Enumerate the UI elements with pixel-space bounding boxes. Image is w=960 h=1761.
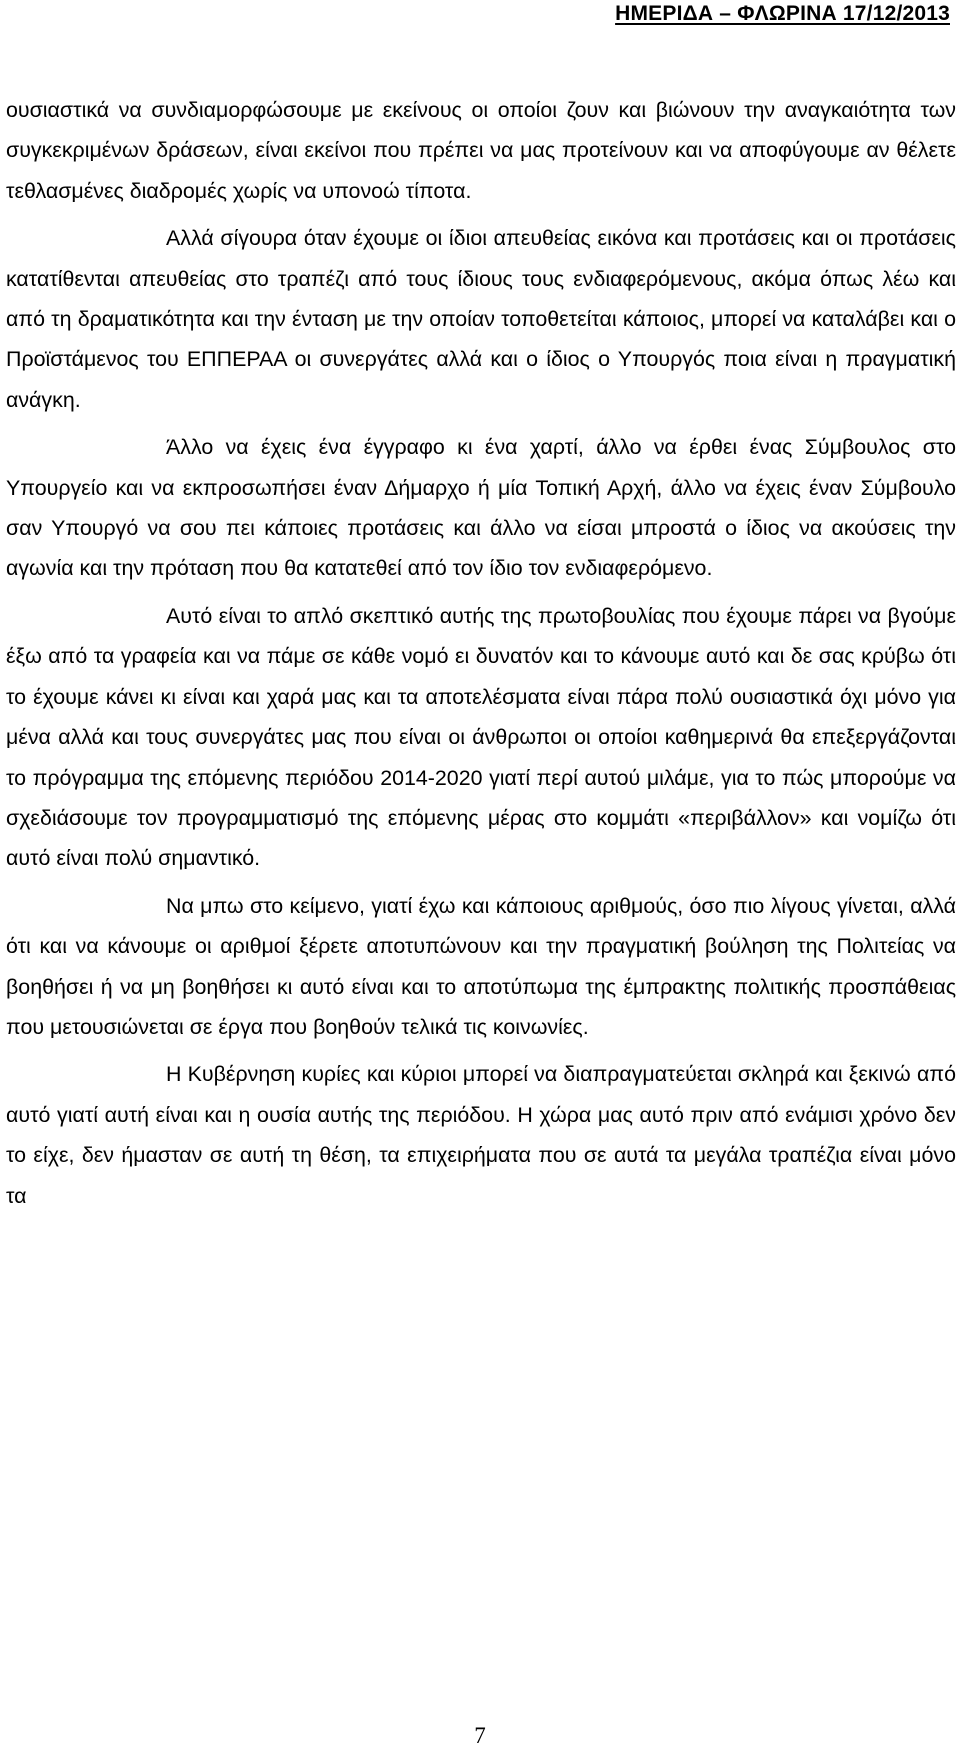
running-header-title: ΗΜΕΡΙΔΑ – ΦΛΩΡΙΝΑ 17/12/2013 [615,2,950,25]
paragraph: Άλλο να έχεις ένα έγγραφο κι ένα χαρτί, άλλο να έρθει ένας Σύμβουλος στο Υπουργείο και να εκπροσωπήσει έναν Δήμαρχο ή μία Τοπική Αρχή, άλλο να έχεις έναν Σύμβουλο σαν Υπουργό να σου πει κάποιες προτάσεις και άλλο να είσαι μπροστά ο ίδιος να ακούσεις την αγωνία και την πρόταση που θα κατατεθεί από τον ίδιο τον ενδιαφερόμενο. [6,435,956,581]
paragraph: Να μπω στο κείμενο, γιατί έχω και κάποιους αριθμούς, όσο πιο λίγους γίνεται, αλλά ότι και να κάνουμε οι αριθμοί ξέρετε αποτυπώνουν και την πραγματική βούληση της Πολιτείας να βοηθήσει ή να μη βοηθήσει κι αυτό είναι και το αποτύπωμα της έμπρακτης πολιτικής προσπάθειας που μετουσιώνεται σε έργα που βοηθούν τελικά τις κοινωνίες. [6,893,956,1039]
paragraph: Αυτό είναι το απλό σκεπτικό αυτής της πρωτοβουλίας που έχουμε πάρει να βγούμε έξω από τα γραφεία και να πάμε σε κάθε νομό ει δυνατόν και το κάνουμε αυτό και δε σας κρύβω ότι το έχουμε κάνει κι είναι και χαρά μας και τα αποτελέσματα είναι πάρα πολύ ουσιαστικά όχι μόνο για μένα αλλά και τους συνεργάτες μας που είναι οι άνθρωποι οι οποίοι καθημερινά θα επεξεργάζονται το πρόγραμμα της επόμενης περιόδου 2014-2020 γιατί περί αυτού μιλάμε, για το πώς μπορούμε να σχεδιάσουμε τον προγραμματισμό της επόμενης μέρας στο κομμάτι «περιβάλλον» και νομίζω ότι αυτό είναι πολύ σημαντικό. [6,603,956,871]
paragraph: Αλλά σίγουρα όταν έχουμε οι ίδιοι απευθείας εικόνα και προτάσεις και οι προτάσεις κατατίθενται απευθείας στο τραπέζι από τους ίδιους τους ενδιαφερόμενους, ακόμα όπως λέω και από τη δραματικότητα και την ένταση με την οποίαν τοποθετείται κάποιος, μπορεί να καταλάβει και ο Προϊστάμενος του ΕΠΠΕΡΑΑ οι συνεργάτες αλλά και ο ίδιος ο Υπουργός ποια είναι η πραγματική ανάγκη. [6,226,956,412]
page-number: 7 [474,1723,486,1748]
body-text [6,90,956,1223]
paragraph: Η Κυβέρνηση κυρίες και κύριοι μπορεί να διαπραγματεύεται σκληρά και ξεκινώ από αυτό γιατί αυτή είναι και η ουσία αυτής της περιόδου. Η χώρα μας αυτό πριν από ενάμισι χρόνο δεν το είχε, δεν ήμασταν σε αυτή τη θέση, τα επιχειρήματα που σε αυτά τα μεγάλα τραπέζια είναι μόνο τα [6,1062,956,1208]
paragraph-continuation: ουσιαστικά να συνδιαμορφώσουμε με εκείνους οι οποίοι ζουν και βιώνουν την αναγκαιότητα των συγκεκριμένων δράσεων, είναι εκείνοι που πρέπει να μας προτείνουν και να αποφύγουμε αν θέλετε τεθλασμένες διαδρομές χωρίς να υπονοώ τίποτα. [6,98,956,203]
